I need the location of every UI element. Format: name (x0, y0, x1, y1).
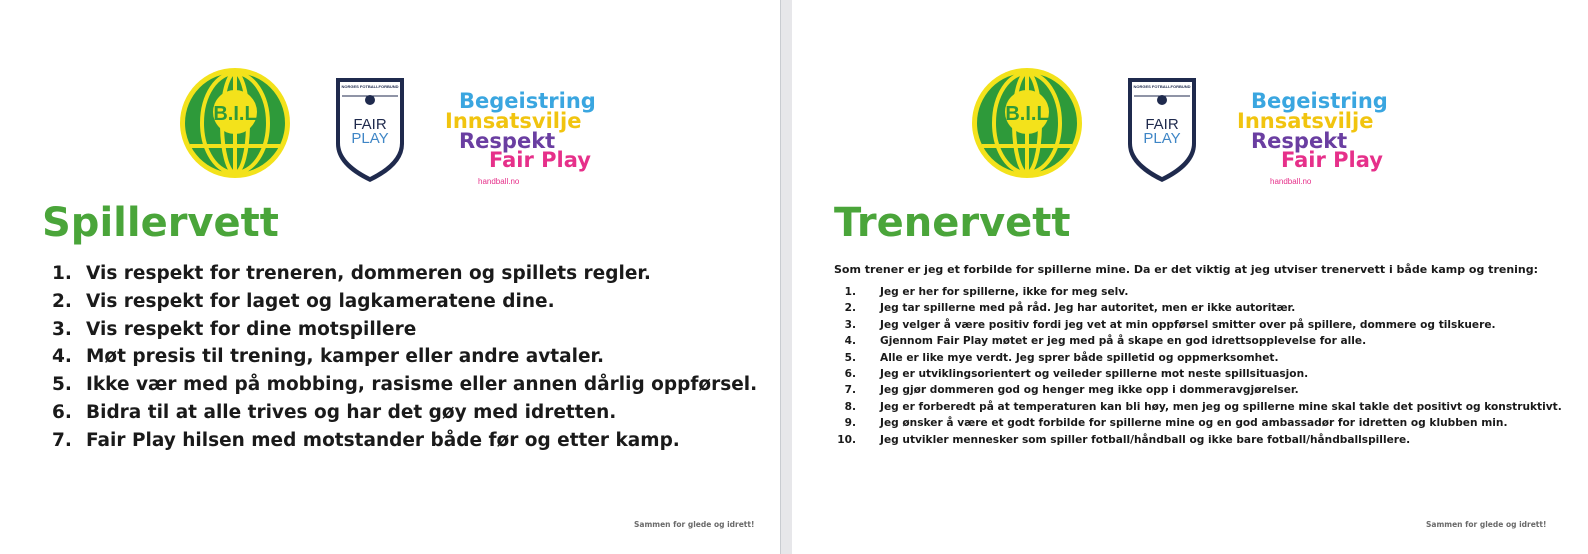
item-number: 6. (844, 367, 856, 380)
bil-logo-text: B.I.L (1005, 103, 1049, 125)
list-item (52, 427, 757, 455)
list-item (52, 316, 757, 344)
item-number: 8. (844, 400, 856, 413)
item-number: 5. (52, 374, 72, 396)
item-text: Gjennom Fair Play møtet er jeg med på å skape en god idrettsopplevelse for alle. (880, 335, 1367, 348)
item-number: 1. (844, 286, 856, 298)
item-text: Møt presis til trening, kamper eller andre avtaler. (86, 346, 605, 368)
word-begeistring: Begeistring (459, 89, 596, 113)
item-number: 10. (837, 433, 856, 446)
item-text: Jeg velger å være positiv fordi jeg vet at min oppførsel smitter over på spillere, dommere og tilskuere. (880, 318, 1496, 331)
list-item (834, 317, 1562, 333)
item-number: 4. (52, 346, 72, 368)
fair-play-line1: FAIR (353, 116, 387, 133)
list-item (52, 399, 757, 427)
page-title: Trenervett (834, 200, 1071, 246)
word-fair-play: Fair Play (1281, 148, 1383, 172)
list-item (834, 300, 1562, 316)
item-text: Vis respekt for laget og lagkameratene dine. (86, 290, 555, 312)
handball-values-logo (445, 86, 617, 190)
fair-play-org: NORGES FOTBALLFORBUND (341, 84, 399, 89)
fair-play-line2: PLAY (1143, 130, 1181, 147)
list-item (52, 371, 757, 399)
coach-rules-list (834, 284, 1562, 448)
word-begeistring: Begeistring (1251, 89, 1388, 113)
item-number: 3. (844, 318, 856, 331)
word-fair-play: Fair Play (489, 148, 591, 172)
item-text: Jeg er utviklingsorientert og veileder spillerne mot neste spillsituasjon. (880, 367, 1309, 380)
list-item (834, 415, 1562, 431)
word-respekt: Respekt (459, 129, 556, 153)
list-item (834, 382, 1562, 398)
bil-logo (178, 66, 292, 180)
list-item (52, 343, 757, 371)
rules-list (52, 260, 757, 455)
item-number: 2. (844, 302, 856, 315)
item-text: Jeg ønsker å være et godt forbilde for spillerne mine og en god ambassadør for idretten og klubben min. (880, 417, 1508, 430)
item-text: Ikke vær med på mobbing, rasisme eller annen dårlig oppførsel. (86, 374, 758, 396)
item-number: 6. (52, 401, 72, 423)
item-number: 5. (844, 351, 856, 364)
slide-spillervett[interactable] (0, 0, 780, 554)
intro-text: Som trener er jeg et forbilde for spillerne mine. Da er det viktig at jeg utviser trenervett i både kamp og trening: (834, 263, 1539, 276)
slide-footer: Sammen for glede og idrett! (634, 520, 755, 529)
slide-footer: Sammen for glede og idrett! (1426, 520, 1547, 529)
item-number: 7. (52, 429, 72, 451)
list-item (834, 284, 1562, 300)
list-item (834, 399, 1562, 415)
item-text: Jeg er her for spillerne, ikke for meg selv. (880, 286, 1129, 298)
item-number: 2. (52, 290, 72, 312)
bil-logo (970, 66, 1084, 180)
item-number: 7. (844, 384, 856, 397)
list-item (834, 432, 1562, 448)
list-item (834, 366, 1562, 382)
item-number: 4. (844, 335, 856, 348)
word-innsatsvilje: Innsatsvilje (445, 109, 582, 133)
item-text: Jeg er forberedt på at temperaturen kan bli høy, men jeg og spillerne mine skal takle det positivt og konstruktivt. (880, 400, 1562, 413)
page-title: Spillervett (42, 200, 279, 246)
item-text: Bidra til at alle trives og har det gøy med idretten. (86, 401, 617, 423)
fair-play-org: NORGES FOTBALLFORBUND (1133, 84, 1191, 89)
list-item (834, 333, 1562, 349)
list-item (52, 260, 757, 288)
item-text: Jeg tar spillerne med på råd. Jeg har autoritet, men er ikke autoritær. (880, 302, 1296, 315)
nff-emblem-icon (1157, 95, 1167, 105)
item-text: Jeg utvikler mennesker som spiller fotball/håndball og ikke bare fotball/håndballspillere. (880, 433, 1411, 446)
fair-play-line2: PLAY (351, 130, 389, 147)
bil-logo-text: B.I.L (213, 103, 257, 125)
item-text: Alle er like mye verdt. Jeg sprer både spilletid og oppmerksomhet. (880, 351, 1279, 364)
handball-site: handball.no (478, 177, 520, 186)
nff-emblem-icon (365, 95, 375, 105)
word-respekt: Respekt (1251, 129, 1348, 153)
slide-trenervett[interactable] (792, 0, 1588, 554)
word-innsatsvilje: Innsatsvilje (1237, 109, 1374, 133)
item-text: Vis respekt for dine motspillere (86, 318, 417, 340)
handball-site: handball.no (1270, 177, 1312, 186)
item-number: 9. (844, 417, 856, 430)
handball-values-logo (1237, 86, 1409, 190)
item-text: Fair Play hilsen med motstander både før og etter kamp. (86, 429, 680, 451)
list-item (52, 288, 757, 316)
fair-play-line1: FAIR (1145, 116, 1179, 133)
item-text: Vis respekt for treneren, dommeren og spillets regler. (86, 263, 651, 284)
item-text: Jeg gjør dommeren god og henger meg ikke opp i dommeravgjørelser. (880, 384, 1299, 397)
fair-play-logo (333, 74, 407, 184)
list-item (834, 350, 1562, 366)
item-number: 1. (52, 263, 72, 284)
fair-play-logo (1125, 74, 1199, 184)
item-number: 3. (52, 318, 72, 340)
